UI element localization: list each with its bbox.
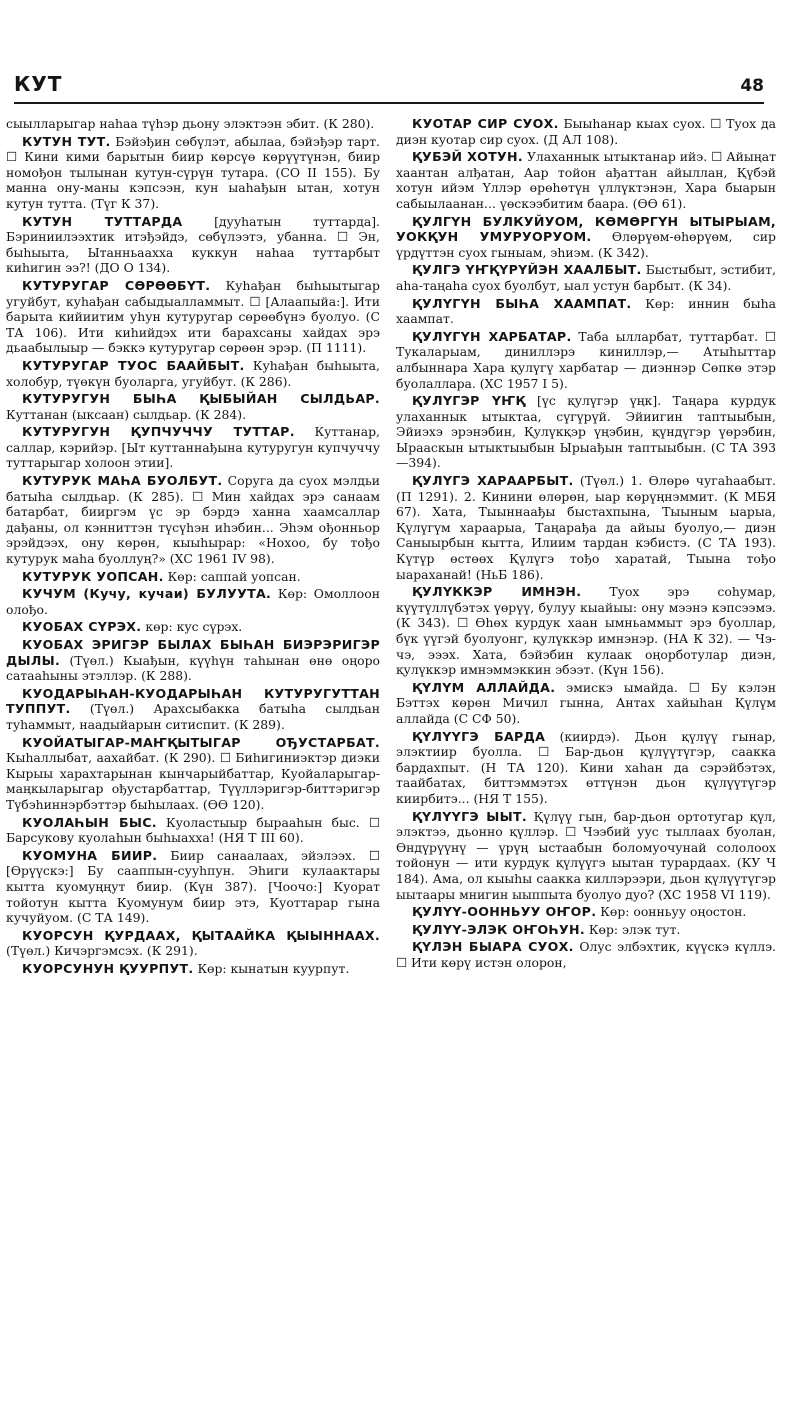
entry-headword: ҚУЛҮГЭ ХАРААРБЫТ. — [412, 473, 574, 489]
entry-headword: ҚУЛҮҮ-ЭЛЭК ОҤОҺУН. — [412, 921, 585, 937]
entry-definition: Бэйэђин сөбүлэт, абылаа, бэйэђэр тарт. ☐ Кини кими барытын биир көрсүө көрүүтүнэн, биир номођон тылынан кутун-сүрүн тутара. (СО II 155). Бу манна ону-маны кэпсээн, кун ыаһађын ытан, хотун кутун тутта. (Түг К 37). — [6, 133, 380, 211]
entry-definition: Соруга да суох мэлдьи батыһа сылдьар. (К 285). ☐ Мин хайдах эрэ санаам батарбат, бииргэм үс эр бэрдэ ханна хаамсаллар дађаны, ол кэнниттэн түсүһэн иһэбин... Эһэм ођонньор эрэйдээх, ону көрөн, кыыһырар: «Нохоо, бу тођо кутурук маһа буоллуң?» (ХС 1961 IV 98). — [6, 473, 380, 567]
entry-definition: Быыһанар кыах суох. ☐ Туох да диэн куотар сир суох. (Д АЛ 108). — [396, 116, 776, 147]
entry-definition: Көр: саппай уопсан. — [167, 568, 301, 584]
entry-definition: Быстыбыт, эстибит, аһа-таңаһа суох буолбут, ыал устун барбыт. (К 34). — [396, 262, 776, 293]
entry-headword: ҚУЛҮККЭР ИМНЭН. — [412, 584, 582, 600]
running-head-word: КУТ — [14, 72, 63, 96]
entry-headword: ҚУЛҮГЭР ҮҤҚ — [412, 393, 526, 409]
dictionary-entry — [396, 939, 776, 970]
entry-definition: Куһађан быһыыта, холобур, түөкүн буоларга, угуйбут. (К 286). — [6, 357, 380, 389]
entry-headword: ҚУЛҮГҮН БЫҺА ХААМПАТ. — [412, 295, 632, 311]
dictionary-entry — [6, 473, 380, 567]
entry-definition: Улаханнык ытыктанар ийэ. ☐ Айыңат хаантан алђатан, Аар тойон ађаттан айыллан, Қүбэй хотун ийэм Үллэр өрөһөтүн үллүктэнэн, Хара быарын сабыылаанан... үөскээбитим баара. (ӨӨ 61). — [396, 149, 776, 211]
dictionary-entry — [6, 424, 380, 471]
entry-definition: Таба ылларбат, туттарбат. ☐ Тукаларыам, диниллэрэ киниллэр,— Атыһыттар албыннара Хара қулүгү харбатар — диэннэр Сөпкө этэр буолаллара. (ХС 1957 I 5). — [396, 328, 776, 391]
entry-definition: Куоластыыр бырааһын быс. ☐ Барсукову куолаһын быһыаххa! (НЯ Т III 60). — [6, 814, 380, 846]
entry-headword: КУТУРУК УОПСАН. — [22, 568, 164, 584]
entry-headword: ҚҮЛҮМ АЛЛАЙДА. — [412, 679, 556, 695]
dictionary-entry — [396, 262, 776, 293]
dictionary-entry — [396, 922, 776, 938]
dictionary-entry — [6, 928, 380, 959]
entry-headword: ҚУЛҮҮ-ООННЬУУ ОҤОР. — [412, 904, 597, 920]
dictionary-entry — [6, 278, 380, 356]
entry-definition: Куттанан (ыксаан) сылдьар. (К 284). — [6, 406, 247, 422]
dictionary-entry — [396, 116, 776, 147]
dictionary-entry — [396, 473, 776, 582]
entry-headword: КУТУН ТУТТАРДА — [22, 213, 183, 229]
dictionary-entry — [396, 296, 776, 327]
dictionary-entry — [6, 815, 380, 846]
entry-headword: КУОЙАТЫГАР-МАҤҚЫТЫГАР ОЂУСТАРБАТ. — [22, 734, 380, 750]
dictionary-entry — [6, 391, 380, 422]
entry-definition: (Түөл.) Арахсыбакка батыһа сылдьан туһаммыт, наадыйарын ситиспит. (К 289). — [6, 701, 380, 732]
dictionary-entry — [396, 680, 776, 727]
entry-headword: КУТУРУГАР ТУОС БААЙБЫТ. — [22, 357, 245, 373]
entry-definition: эмискэ ымайда. ☐ Бу кэлэн Бэттэх көрөн Мичил гынна, Антах хайыһан Қүлүм аллайда (С СФ 50). — [396, 679, 776, 726]
entry-headword: КУТУН ТУТ. — [22, 133, 111, 149]
entry-definition: Көр: элэк тут. — [588, 921, 681, 937]
dictionary-entry — [396, 329, 776, 391]
dictionary-entry — [6, 686, 380, 733]
entry-headword: ҚУЛҮГҮН ХАРБАТАР. — [412, 328, 572, 344]
entry-definition: [үс қулүгэр үңк]. Таңара курдук улаханнык ытыктаа, сүгүрүй. Эйиигин таптыыбын, Эйиэхэ эрэнэбин, Қулүкқэр үңэбин, қүндүгэр үөрэбин, Ырааскын ытыктыыбын Ырыађын таптыыбын. (С ТА 393—394). — [396, 393, 776, 471]
dictionary-entry — [6, 134, 380, 212]
entry-definition: (Түөл.) Кичэргэмсэх. (К 291). — [6, 943, 198, 959]
entry-headword: ҚУЛГҮН БУЛКУЙУОМ, КӨМӨРГҮН ЫТЫРЫАМ, УОКҚУН УМУРУОРУОМ. — [396, 213, 776, 245]
entry-definition: Көр: Омоллоон олођо. — [6, 586, 380, 617]
dictionary-entry — [396, 214, 776, 261]
entry-definition: Олус элбэхтик, күүскэ күллэ. ☐ Ити көрү истэн олорон, — [396, 939, 776, 970]
dictionary-entry — [396, 149, 776, 211]
entry-definition: Көр: иннин быһа хаампат. — [396, 295, 776, 327]
dictionary-entry — [396, 729, 776, 807]
entry-headword: ҚҮЛҮҮГЭ БАРДА — [412, 728, 546, 744]
left-column — [6, 116, 380, 1356]
dictionary-entry — [396, 393, 776, 471]
entry-definition: Көр: кынатын куурпут. — [197, 960, 350, 976]
entry-headword: КУЧУМ (Кучу, кучаи) БУЛУУТА. — [22, 586, 272, 602]
entry-definition: сыылларыгар наһаа түһэр дьону элэктээн эбит. (К 280). — [6, 116, 375, 131]
dictionary-entry — [396, 809, 776, 903]
entry-headword: КУОРСУНУН ҚУУРПУТ. — [22, 960, 194, 976]
entry-definition: [дууһатын туттарда]. Бэриниилээхтик итэђэйдэ, сөбүлээтэ, убанна. ☐ Эн, быһыыта, Ытанньаахха куккун наһаа туттарбыт киһигин ээ?! (ДО О 134). — [6, 213, 380, 276]
entry-definition: Биир санаалаах, эйэлээх. ☐ [Өрүүскэ:] Бу сааппын-сууһпун. Эһиги кулаактары кытта куомуңңут биир. (Күн 387). [Чоочо:] Куорат тойотун кытта Куомунум биир этэ, Куоттарар гына кучуйуом. (С ТА 149). — [6, 847, 380, 926]
entry-headword: КУОБАХ СҮРЭХ. — [22, 619, 142, 635]
dictionary-entry — [6, 848, 380, 926]
entry-headword: КУОБАХ ЭРИГЭР БЫЛАХ БЫҺАН БИЭРЭРИГЭР ДЫЛЫ. — [6, 637, 380, 668]
entry-headword: КУОЛАҺЫН БЫС. — [22, 814, 157, 830]
entry-definition: Өлөрүөм-өһөрүөм, сир үрдүттэн суох гыныам, эһиэм. (К 342). — [396, 229, 776, 260]
entry-definition: (киирдэ). Дьон қүлүү гынар, элэктиир буолла. ☐ Бар-дьон қүлүүтүгэр, саакка бардахпыт. (Н ТА 120). Кини хаһан да сэрэйбэтэх, таайбатах, биттэммэтэх өттүнэн дьон қүлүүтүгэр киирбитэ... (НЯ Т 155). — [396, 728, 776, 806]
entry-headword: ҚУЛГЭ ҮҤҚҮРҮЙЭН ХААЛБЫТ. — [412, 262, 642, 278]
entry-headword: КУОМУНА БИИР. — [22, 847, 158, 863]
dictionary-entry — [6, 637, 380, 684]
entry-headword: КУТУРУК МАҺА БУОЛБУТ. — [22, 473, 223, 489]
entry-headword: КУОДАРЫҺАН-КУОДАРЫҺАН КУТУРУГУТТАН ТУППУТ. — [6, 685, 380, 717]
entry-headword: ҚҮЛЭН БЫАРА СУОХ. — [412, 939, 574, 955]
entry-definition: Куһађан быһыытыгар угуйбут, куһађан сабыдыалламмыт. ☐ [Алаапыйа:]. Ити барыта кийиитим уһун кутуругар сөрөөбүнэ буолуо. (С ТА 106). Ити киһийдэх ити барахсаны хайдах эрэ дьаабылыыр — бэккэ кутуругар сөрөөн эрэр. (П 1111). — [6, 277, 380, 356]
right-column — [396, 116, 776, 1356]
entry-headword: КУОТАР СИР СУОХ. — [412, 116, 559, 131]
dictionary-entry — [396, 904, 776, 920]
entry-headword: КУТУРУГАР СӨРӨӨБҮТ. — [22, 277, 211, 293]
dictionary-entry — [6, 619, 380, 635]
entry-definition: Туох эрэ соһумар, күүтүллүбэтэх үөрүү, булуу кыайыы: ону мээнэ кэпсээмэ. (К 343). ☐ Өһөх курдук хаан ымньаммыт эрэ буоллар, бүк үүгэй буолуонг, қулүккэр имнэнэр. (НА К 32). — Чэ-чэ, эээх. Хата, бэйэбин кулаак оңорботулар диэн, қулүккэр имнэммэккин эбээт. (Күн 156). — [396, 584, 776, 678]
dictionary-entry — [6, 735, 380, 813]
entry-headword: КУОРСУН ҚУРДААХ, ҚЫТААЙКА ҚЫЫННААХ. — [22, 927, 380, 943]
dictionary-entry — [6, 569, 380, 585]
entry-definition: Көр: оонньуу оңостон. — [600, 904, 747, 920]
entry-headword: ҚҮЛҮҮГЭ ЫЫТ. — [412, 808, 527, 824]
entry-definition: Куттанар, саллар, кэрийэр. [Ыт куттаннађына кутуругун купчуччу туттарыгар холоон этии]. — [6, 424, 380, 471]
dictionary-entry — [6, 116, 380, 132]
entry-definition: (Түөл.) Кыађын, күүһүн таһынан өнө оңоро сатааһыны этэллэр. (К 288). — [6, 652, 380, 684]
entry-headword: КУТУРУГУН БЫҺА ҚЫБЫЙАН СЫЛДЬАР. — [22, 391, 380, 407]
entry-definition: Қүлүү гын, бар-дьон ортотугар қүл, элэктээ, дьонно қүллэр. ☐ Чээбий уус тыллаах буолан, Өндүрүүнү — үрүң ыстаабын боломуочунай сололоох тойонун — ити курдук қүлүүгэ ыытан турардаах. (КУ Ч 184). Ама, ол кыыһы саакка киллэрээри, дьон қүлүүтүгэр ыытаары мнигин ыыппыта буолуо дуо? (ХС 1958 VI 119). — [396, 808, 776, 902]
dictionary-entry — [6, 358, 380, 389]
dictionary-entry — [6, 214, 380, 276]
entry-definition: Кыһаллыбат, аахайбат. (К 290). ☐ Биһигиниэктэр диэки Кырыы харахтарынан кынчарыйбаттар, Куойаларыгар-маңкыларыгар ођустарбаттар, Түүллэригэр-биттэригэр Түбэһиннэрбэттэр быһылаах. (ӨӨ 120). — [6, 750, 380, 812]
entry-headword: ҚУБЭЙ ХОТУН. — [412, 149, 523, 165]
entry-headword: КУТУРУГУН ҚУПЧУЧЧУ ТУТТАР. — [22, 424, 295, 440]
page-header — [14, 62, 764, 104]
entry-definition: (Түөл.) 1. Өлөрө чугаһаабыт. (П 1291). 2. Кинини өлөрөн, ыар көрүңнэммит. (К МБЯ 67). Хата, Тыыннаађы быстахпына, Тыыным ыарыа, Қүлүгүм хараарыа, Таңарађа да айыы буолуо,— диэн Саныырбын кытта, Илиим тардан кэбистэ. (С ТА 193). Күтүр өстөөх Қүлүгэ тођо харатай, Тыына тођо ыараханай! (НьБ 186). — [396, 473, 776, 582]
entry-definition: көр: кус сүрэх. — [145, 619, 243, 635]
dictionary-entry — [396, 584, 776, 678]
dictionary-entry — [6, 961, 380, 977]
dictionary-entry — [6, 586, 380, 617]
page-number: 48 — [740, 76, 764, 96]
